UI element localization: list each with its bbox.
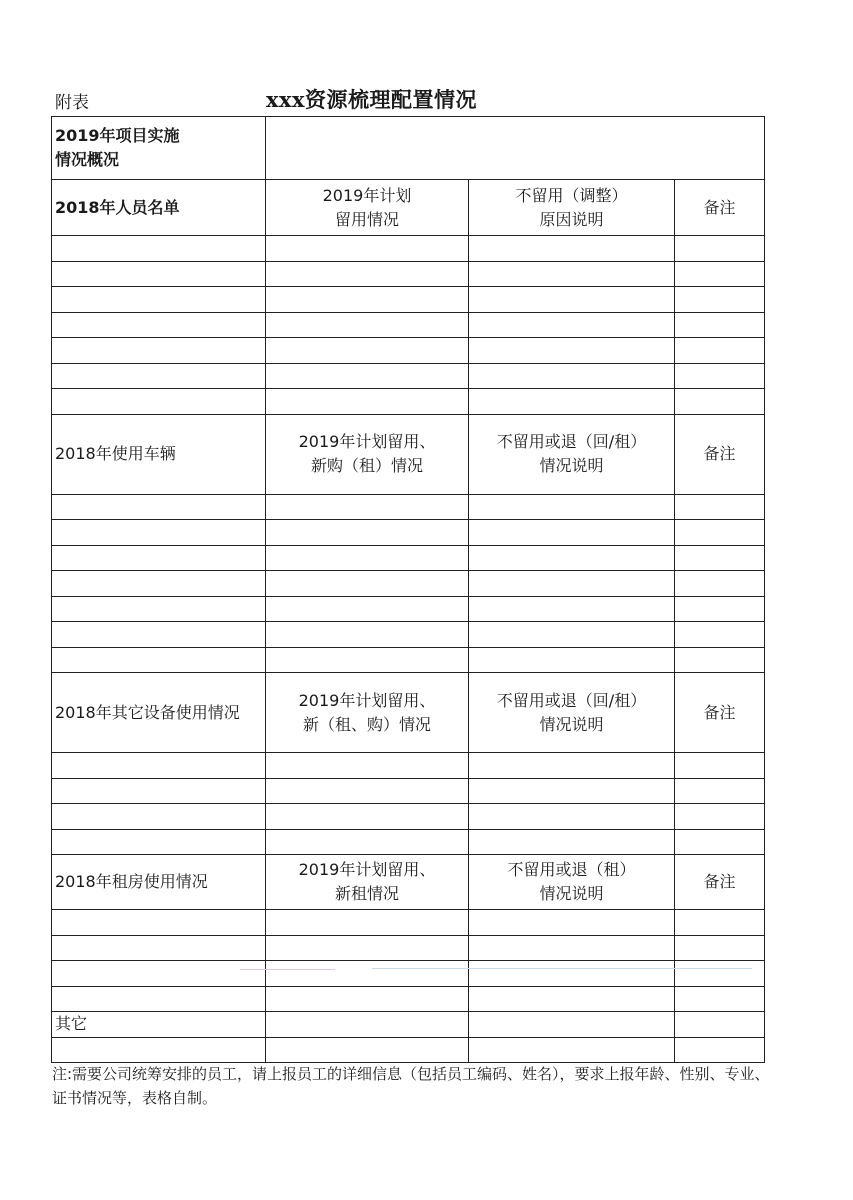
housing-col-plan <box>266 855 469 910</box>
staff-col-reason-line2: 原因说明 <box>539 209 604 229</box>
table-cell[interactable] <box>469 494 675 520</box>
table-cell[interactable] <box>469 1012 675 1038</box>
table-cell[interactable] <box>469 986 675 1012</box>
table-cell[interactable] <box>469 961 675 987</box>
table-row <box>52 961 765 987</box>
table-cell[interactable] <box>266 1037 469 1063</box>
housing-label: 2018年租房使用情况 <box>52 855 266 910</box>
vehicles-header-row <box>52 414 765 494</box>
table-cell[interactable] <box>469 804 675 830</box>
vehicles-col-plan-line1: 2019年计划留用、 <box>298 432 436 451</box>
table-cell[interactable] <box>266 647 469 673</box>
project-summary-label <box>52 117 266 180</box>
table-cell[interactable] <box>469 545 675 571</box>
table-cell[interactable] <box>266 961 469 987</box>
table-cell[interactable] <box>266 935 469 961</box>
table-cell[interactable] <box>52 961 266 987</box>
equipment-col-reason-line1: 不留用或退（回/租） <box>496 690 647 710</box>
table-cell[interactable] <box>675 753 765 779</box>
table-cell[interactable] <box>469 338 675 364</box>
equipment-col-plan-line2: 新（租、购）情况 <box>302 714 431 734</box>
other-row <box>52 1012 765 1038</box>
table-cell[interactable] <box>469 910 675 936</box>
vehicles-col-remarks: 备注 <box>675 414 765 494</box>
table-cell[interactable] <box>52 778 266 804</box>
appendix-label: 附表 <box>55 93 89 113</box>
table-cell[interactable] <box>266 1012 469 1038</box>
table-cell[interactable] <box>469 520 675 546</box>
table-row <box>52 778 765 804</box>
table-cell[interactable] <box>675 236 765 262</box>
table-row <box>52 236 765 262</box>
equipment-col-plan <box>266 673 469 753</box>
table-cell[interactable] <box>266 520 469 546</box>
table-cell[interactable] <box>266 261 469 287</box>
table-cell[interactable] <box>52 935 266 961</box>
table-cell[interactable] <box>675 287 765 313</box>
housing-col-reason <box>469 855 675 910</box>
equipment-col-plan-line1: 2019年计划留用、 <box>298 690 436 710</box>
table-cell[interactable] <box>266 986 469 1012</box>
staff-col-plan <box>266 180 469 236</box>
table-row <box>52 804 765 830</box>
table-cell[interactable] <box>266 910 469 936</box>
table-row <box>52 571 765 597</box>
scan-mark <box>240 969 335 970</box>
page-title: xxx资源梳理配置情况 <box>266 87 478 112</box>
table-cell[interactable] <box>469 622 675 648</box>
vehicles-col-plan-line2: 新购（租）情况 <box>310 456 423 475</box>
table-cell[interactable] <box>52 389 266 415</box>
equipment-col-reason-line2: 情况说明 <box>539 714 604 734</box>
table-row <box>52 753 765 779</box>
table-row <box>52 935 765 961</box>
table-cell[interactable] <box>266 622 469 648</box>
table-row <box>52 520 765 546</box>
table-cell[interactable] <box>675 363 765 389</box>
table-cell[interactable] <box>266 571 469 597</box>
table-cell[interactable] <box>52 622 266 648</box>
table-cell[interactable] <box>52 545 266 571</box>
table-row <box>52 545 765 571</box>
housing-col-reason-line2: 情况说明 <box>539 884 604 903</box>
vehicles-col-plan <box>266 414 469 494</box>
table-row <box>52 910 765 936</box>
table-row <box>52 986 765 1012</box>
vehicles-col-reason-line2: 情况说明 <box>539 456 604 475</box>
table-cell[interactable] <box>675 961 765 987</box>
table-cell[interactable] <box>675 338 765 364</box>
table-cell[interactable] <box>52 804 266 830</box>
equipment-col-reason <box>469 673 675 753</box>
table-cell[interactable] <box>266 287 469 313</box>
table-cell[interactable] <box>266 389 469 415</box>
table-row <box>52 494 765 520</box>
table-cell[interactable] <box>469 312 675 338</box>
housing-header-row <box>52 855 765 910</box>
table-cell[interactable] <box>469 363 675 389</box>
table-cell[interactable] <box>675 1012 765 1038</box>
table-cell[interactable] <box>266 312 469 338</box>
table-row <box>52 261 765 287</box>
table-row <box>52 389 765 415</box>
table-cell[interactable] <box>469 753 675 779</box>
housing-col-plan-line2: 新租情况 <box>334 884 399 903</box>
table-cell[interactable] <box>675 622 765 648</box>
staff-col-plan-line2: 留用情况 <box>334 209 399 229</box>
project-summary-field[interactable] <box>266 117 765 180</box>
staff-col-remarks: 备注 <box>675 180 765 236</box>
table-cell[interactable] <box>52 520 266 546</box>
vehicles-label: 2018年使用车辆 <box>52 414 266 494</box>
table-cell[interactable] <box>266 778 469 804</box>
equipment-label: 2018年其它设备使用情况 <box>52 673 266 753</box>
table-cell[interactable] <box>266 829 469 855</box>
table-cell[interactable] <box>469 389 675 415</box>
table-cell[interactable] <box>52 910 266 936</box>
table-row <box>52 829 765 855</box>
table-cell[interactable] <box>675 596 765 622</box>
table-cell[interactable] <box>266 753 469 779</box>
vehicles-col-reason <box>469 414 675 494</box>
staff-label: 2018年人员名单 <box>52 180 266 236</box>
table-cell[interactable] <box>266 363 469 389</box>
table-cell[interactable] <box>675 910 765 936</box>
table-cell[interactable] <box>469 571 675 597</box>
table-cell[interactable] <box>675 935 765 961</box>
housing-col-remarks: 备注 <box>675 855 765 910</box>
table-cell[interactable] <box>675 829 765 855</box>
table-cell[interactable] <box>675 389 765 415</box>
table-cell[interactable] <box>675 804 765 830</box>
table-cell[interactable] <box>469 261 675 287</box>
staff-header-row <box>52 180 765 236</box>
table-cell[interactable] <box>52 829 266 855</box>
project-summary-line2: 情况概况 <box>55 150 120 169</box>
table-row <box>52 647 765 673</box>
vehicles-col-reason-line1: 不留用或退（回/租） <box>496 432 647 451</box>
table-cell[interactable] <box>675 312 765 338</box>
equipment-header-row <box>52 673 765 753</box>
table-cell[interactable] <box>266 596 469 622</box>
table-cell[interactable] <box>52 312 266 338</box>
table-cell[interactable] <box>266 545 469 571</box>
staff-col-reason <box>469 180 675 236</box>
table-cell[interactable] <box>52 494 266 520</box>
table-cell[interactable] <box>52 647 266 673</box>
table-cell[interactable] <box>469 1037 675 1063</box>
table-cell[interactable] <box>675 520 765 546</box>
table-row <box>52 312 765 338</box>
housing-col-reason-line1: 不留用或退（租） <box>507 860 636 879</box>
equipment-col-remarks: 备注 <box>675 673 765 753</box>
project-summary-line1: 2019年项目实施 <box>55 126 180 145</box>
table-cell[interactable] <box>675 986 765 1012</box>
table-cell[interactable] <box>52 571 266 597</box>
table-cell[interactable] <box>52 236 266 262</box>
table-cell[interactable] <box>675 647 765 673</box>
table-cell[interactable] <box>469 287 675 313</box>
table-cell[interactable] <box>52 363 266 389</box>
staff-col-reason-line1: 不留用（调整） <box>515 185 628 205</box>
table-cell[interactable] <box>52 986 266 1012</box>
table-row <box>52 622 765 648</box>
table-cell[interactable] <box>52 596 266 622</box>
table-cell[interactable] <box>266 804 469 830</box>
table-cell[interactable] <box>52 287 266 313</box>
table-row <box>52 363 765 389</box>
table-cell[interactable] <box>469 236 675 262</box>
table-cell[interactable] <box>52 261 266 287</box>
other-label: 其它 <box>52 1012 266 1038</box>
scan-mark <box>372 968 752 969</box>
table-cell[interactable] <box>675 1037 765 1063</box>
table-cell[interactable] <box>675 571 765 597</box>
table-cell[interactable] <box>469 829 675 855</box>
table-row <box>52 1037 765 1063</box>
table-cell[interactable] <box>52 1037 266 1063</box>
table-cell[interactable] <box>469 935 675 961</box>
table-cell[interactable] <box>675 778 765 804</box>
table-row <box>52 338 765 364</box>
table-cell[interactable] <box>469 647 675 673</box>
table-cell[interactable] <box>266 494 469 520</box>
table-cell[interactable] <box>469 596 675 622</box>
table-cell[interactable] <box>469 778 675 804</box>
table-cell[interactable] <box>675 494 765 520</box>
table-cell[interactable] <box>266 236 469 262</box>
table-cell[interactable] <box>675 261 765 287</box>
table-row <box>52 287 765 313</box>
table-cell[interactable] <box>52 338 266 364</box>
staff-col-plan-line1: 2019年计划 <box>322 185 412 205</box>
table-cell[interactable] <box>675 545 765 571</box>
footnote: 注:需要公司统筹安排的员工，请上报员工的详细信息（包括员工编码、姓名），要求上报年龄、性别、专业、证书情况等，表格自制。 <box>52 1065 770 1107</box>
housing-col-plan-line1: 2019年计划留用、 <box>298 860 436 879</box>
table-cell[interactable] <box>266 338 469 364</box>
table-row <box>52 596 765 622</box>
project-summary-row <box>52 117 765 180</box>
resource-table <box>51 116 765 1063</box>
table-cell[interactable] <box>52 753 266 779</box>
